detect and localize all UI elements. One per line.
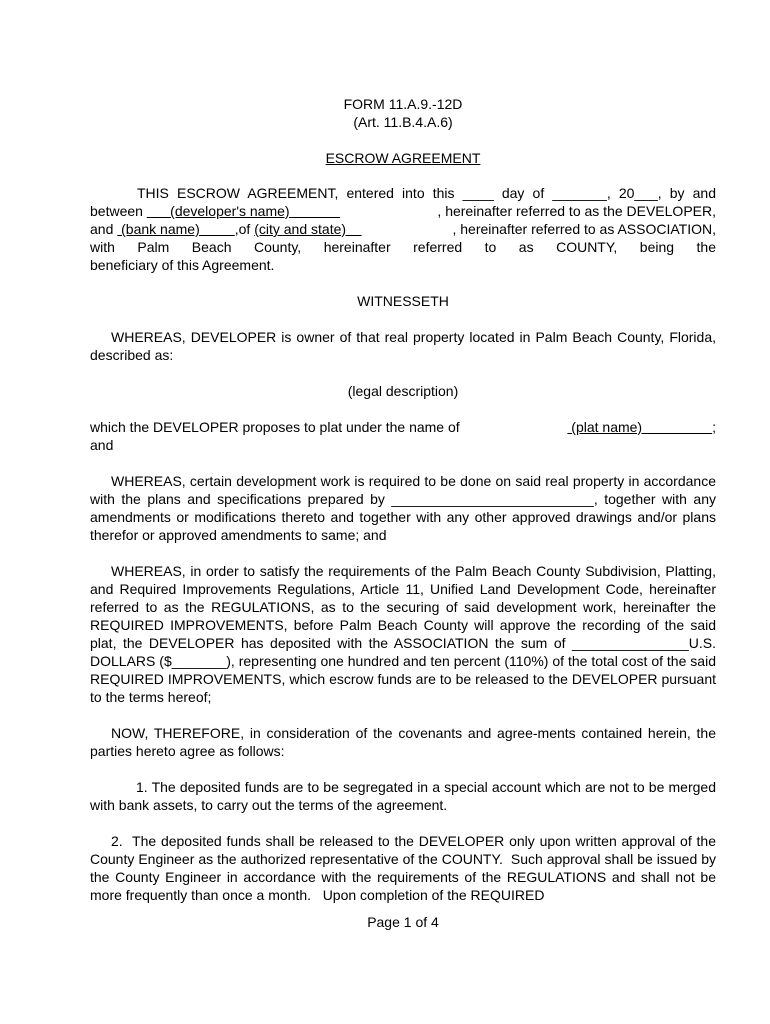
- whereas-paragraph-1: WHEREAS, DEVELOPER is owner of that real property located in Palm Beach County, Florida, described as:: [90, 329, 716, 363]
- clause-2: 2. The deposited funds shall be released to the DEVELOPER only upon written approval of the County Engineer as the authorized representative of the COUNTY. Such approval shall be issued by the County Engineer in accordance with the requirements of the REGULATIONS and shall not be more frequently than once a month. Upon completion of the REQUIRED: [90, 833, 720, 903]
- intro-line-2: [90, 202, 716, 220]
- document-title: [90, 149, 716, 167]
- form-number: FORM 11.A.9.-12D: [343, 96, 463, 112]
- intro-line-5: beneficiary of this Agreement.: [90, 257, 275, 273]
- page-number: Page 1 of 4: [367, 914, 439, 930]
- whereas-paragraph-3: WHEREAS, in order to satisfy the requirements of the Palm Beach County Subdivision, Platting, and Required Improvements Regulations, Article 11, Unified Land Development Code, hereinafter referred to as the REGULATIONS, as to the securing of said development work, hereinafter the REQUIRED IMPROVEMENTS, before Palm Beach County will approve the recording of the said plat, the DEVELOPER has deposited with the ASSOCIATION the sum of _______________U.S. DOLLARS ($_______), representing one hundred and ten percent (110%) of the total cost of the said REQUIRED IMPROVEMENTS, which escrow funds are to be released to the DEVELOPER pursuant to the terms hereof;: [90, 563, 716, 705]
- document-title-text: ESCROW AGREEMENT: [325, 150, 481, 166]
- now-therefore-paragraph: NOW, THEREFORE, in consideration of the covenants and agree-ments contained herein, the parties hereto agree as follows:: [90, 725, 716, 759]
- plat-intro: which the DEVELOPER proposes to plat under the name of: [90, 419, 460, 435]
- intro-paragraph: [90, 184, 716, 274]
- plat-line-1: [90, 418, 716, 436]
- intro-between: between: [90, 203, 147, 219]
- intro-and: and: [90, 221, 118, 237]
- whereas-paragraph-2: WHEREAS, certain development work is required to be done on said real property in accordance with the plans and specifications prepared by __________________________, together with any amendments or modifications thereto and together with any other approved drawings and/or plans therefor or approved amendments to same; and: [90, 473, 716, 543]
- intro-line-4: with Palm Beach County, hereinafter referred to as COUNTY, being the: [90, 239, 716, 255]
- bank-name-field: (bank name): [117, 221, 235, 237]
- plat-line-2: and: [90, 437, 114, 453]
- intro-line-3: [90, 220, 716, 238]
- intro-of: ,of: [234, 221, 255, 237]
- plat-name-field: (plat name): [567, 419, 713, 435]
- developer-name-field: (developer's name): [146, 203, 341, 219]
- intro-line-1: THIS ESCROW AGREEMENT, entered into this ____ day of _______, 20___, by and: [137, 185, 716, 201]
- witnesseth-heading: WITNESSETH: [357, 293, 449, 309]
- article-reference: (Art. 11.B.4.A.6): [353, 114, 453, 130]
- plat-semicolon: ;: [712, 419, 716, 435]
- legal-description: (legal description): [347, 383, 459, 399]
- intro-developer-ref: , hereinafter referred to as the DEVELOPER,: [437, 203, 716, 219]
- clause-1: 1. The deposited funds are to be segregated in a special account which are not to be merged with bank assets, to carry out the terms of the agreement.: [90, 779, 716, 813]
- plat-paragraph: [90, 418, 716, 454]
- city-state-field: (city and state): [254, 221, 362, 237]
- intro-association-ref: , hereinafter referred to as ASSOCIATION,: [452, 221, 716, 237]
